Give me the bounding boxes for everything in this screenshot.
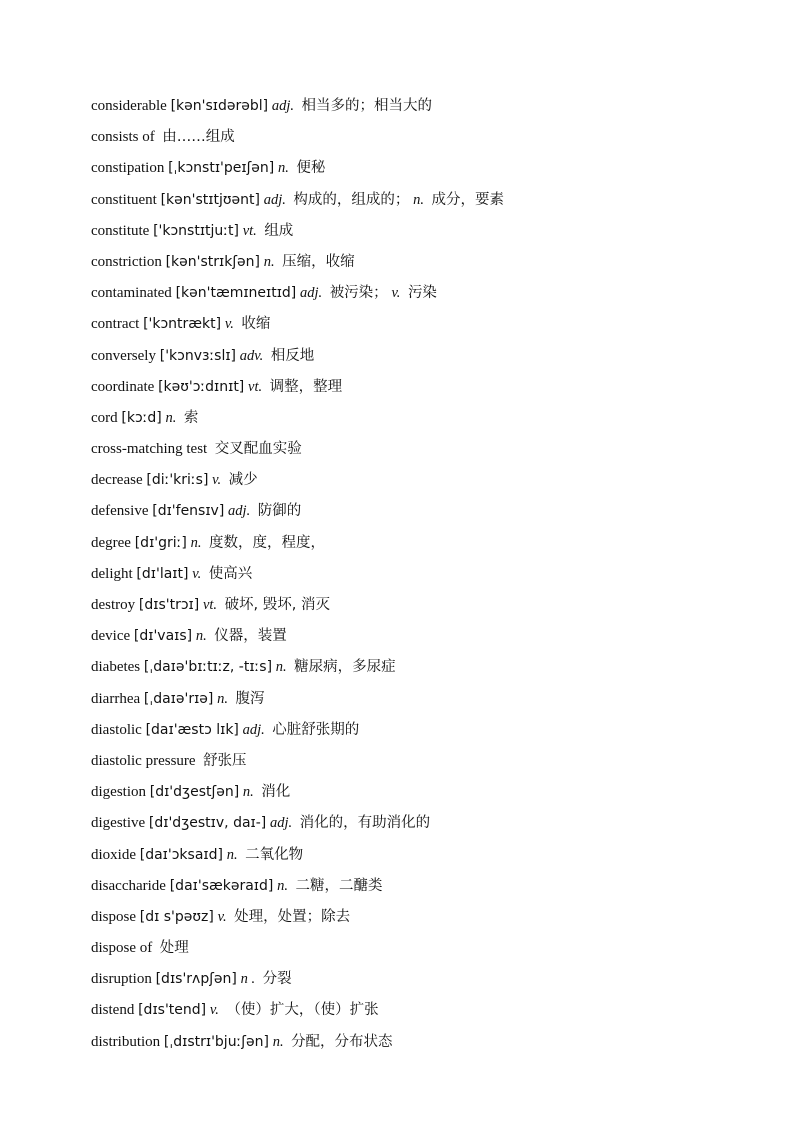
entry-definition: 二氧化物: [245, 846, 304, 863]
entry-definition: 索: [183, 409, 199, 426]
vocab-entry: [91, 811, 751, 842]
entry-phonetic: [kəʊ'ɔːdɪnɪt]: [158, 378, 245, 395]
entry-word: constriction: [91, 253, 162, 270]
vocab-entry: [91, 156, 751, 187]
entry-word: diastolic: [91, 721, 142, 738]
entry-part-of-speech: v.: [212, 472, 222, 489]
entry-part-of-speech: n.: [275, 659, 287, 676]
entry-word: considerable: [91, 98, 167, 114]
entry-definition: 调整，整理: [269, 378, 343, 395]
entry-word: delight: [91, 565, 133, 582]
entry-phonetic: [dɪ s'pəʊz]: [139, 908, 214, 925]
vocab-entry: [91, 468, 751, 499]
entry-phonetic: [kən'sɪdərəbl]: [170, 98, 269, 114]
vocab-entry: [91, 967, 751, 998]
entry-part-of-speech: n.: [242, 784, 254, 801]
entry-part-of-speech: adj.: [263, 191, 286, 208]
entry-definition: 二糖，二醣类: [295, 877, 383, 894]
entry-part-of-speech: n.: [165, 409, 177, 426]
entry-phonetic: [dɪs'rʌpʃən]: [155, 971, 237, 988]
entry-word: distend: [91, 1002, 135, 1019]
entry-part-of-speech: adj.: [300, 285, 323, 302]
entry-part-of-speech: v.: [391, 285, 401, 302]
entry-part-of-speech: adj.: [242, 721, 265, 738]
vocab-entry: [91, 219, 751, 250]
entry-phonetic: [ˌkɔnstɪ'peɪʃən]: [168, 160, 275, 177]
vocab-entry: [91, 344, 751, 375]
entry-part-of-speech: v.: [209, 1002, 219, 1019]
entry-word: cross-matching test: [91, 441, 208, 458]
entry-word: diabetes: [91, 659, 141, 676]
entry-definition: 防御的: [257, 503, 302, 520]
entry-definition: 度数，度，程度，: [208, 534, 325, 551]
entry-definition: 压缩，收缩: [282, 253, 355, 270]
entry-part-of-speech: vt.: [242, 222, 257, 239]
entry-definition: 处理: [159, 940, 189, 957]
entry-definition: 交叉配血实验: [214, 441, 302, 458]
entry-part-of-speech: n.: [195, 628, 207, 645]
entry-phonetic: [daɪ'æstɔ lɪk]: [145, 721, 239, 738]
entry-part-of-speech: v.: [224, 316, 234, 333]
entry-part-of-speech: vt.: [248, 378, 263, 395]
entry-phonetic: [dɪs'tend]: [138, 1002, 207, 1019]
entry-definition: 消化: [261, 784, 291, 801]
vocab-entry: [91, 406, 751, 437]
vocabulary-list: [91, 94, 751, 1061]
entry-definition: 仪器，装置: [214, 628, 287, 645]
entry-word: dioxide: [91, 846, 136, 863]
vocab-entry: [91, 593, 751, 624]
entry-part-of-speech: v.: [217, 908, 227, 925]
entry-word: digestive: [91, 815, 146, 832]
vocab-entry: [91, 780, 751, 811]
entry-part-of-speech: n .: [240, 971, 256, 988]
entry-word: constituent: [91, 191, 157, 208]
entry-definition: 糖尿病，多尿症: [294, 659, 396, 676]
entry-definition: 污染: [407, 285, 437, 302]
entry-word: degree: [91, 534, 131, 551]
entry-part-of-speech: n.: [190, 534, 202, 551]
entry-definition: 相当多的；相当大的: [301, 98, 432, 114]
entry-phonetic: [diː'kriːs]: [146, 472, 209, 489]
entry-part-of-speech: adj.: [271, 98, 294, 114]
entry-word: diarrhea: [91, 690, 141, 707]
entry-definition: 减少: [228, 472, 258, 489]
entry-phonetic: [ˌdaɪə'rɪə]: [143, 690, 214, 707]
entry-phonetic: [dɪ'dʒestɪv, daɪ-]: [148, 815, 267, 832]
entry-phonetic: [dɪ'laɪt]: [136, 565, 189, 582]
entry-definition: 破坏, 毁坏, 消灭: [224, 597, 330, 613]
entry-word: decrease: [91, 472, 143, 489]
entry-part-of-speech: n.: [278, 160, 289, 177]
entry-phonetic: [kən'strɪkʃən]: [165, 253, 260, 270]
entry-definition: 由……组成: [162, 129, 235, 146]
entry-part-of-speech: vt.: [202, 597, 218, 613]
vocab-entry: [91, 874, 751, 905]
vocab-entry: [91, 905, 751, 936]
entry-phonetic: [dɪ'griː]: [134, 534, 187, 551]
entry-definition: 消化的，有助消化的: [299, 815, 431, 832]
vocab-entry: [91, 531, 751, 562]
entry-word: destroy: [91, 597, 136, 613]
entry-phonetic: [kən'stɪtjʊənt]: [160, 191, 260, 208]
entry-definition: 分裂: [262, 971, 292, 988]
entry-part-of-speech: adj.: [270, 815, 293, 832]
vocab-entry: [91, 998, 751, 1029]
entry-phonetic: [dɪ'fensɪv]: [152, 503, 225, 520]
entry-word: disruption: [91, 971, 152, 988]
vocab-entry: [91, 188, 751, 219]
entry-definition: 便秘: [296, 160, 326, 177]
entry-definition: 舒张压: [203, 752, 247, 769]
entry-word: contaminated: [91, 285, 172, 302]
entry-phonetic: [dɪ'vaɪs]: [133, 628, 193, 645]
vocab-entry: [91, 655, 751, 686]
entry-part-of-speech: v.: [192, 565, 202, 582]
vocab-entry: [91, 749, 751, 780]
vocab-entry: [91, 499, 751, 530]
entry-word: distribution: [91, 1033, 161, 1050]
vocab-entry: [91, 1030, 751, 1061]
vocab-entry: [91, 281, 751, 312]
entry-phonetic: [ˌdaɪə'bɪːtɪːz, -tɪːs]: [143, 659, 273, 676]
entry-word: constipation: [91, 160, 165, 177]
vocab-entry: [91, 250, 751, 281]
vocab-entry: [91, 687, 751, 718]
entry-word: digestion: [91, 784, 146, 801]
vocab-entry: [91, 437, 751, 468]
entry-definition: 腹泻: [235, 690, 265, 707]
entry-definition: 心脏舒张期的: [272, 721, 360, 738]
entry-definition: 成分，要素: [431, 191, 504, 208]
entry-word: consists of: [91, 129, 155, 146]
entry-phonetic: ['kɔnstɪtjuːt]: [153, 222, 239, 239]
vocab-entry: [91, 312, 751, 343]
entry-part-of-speech: adj.: [228, 503, 251, 520]
entry-part-of-speech: n.: [263, 253, 275, 270]
entry-phonetic: [kən'tæmɪneɪtɪd]: [175, 285, 297, 302]
entry-phonetic: ['kɔntrækt]: [143, 316, 222, 333]
entry-phonetic: [daɪ'sækəraɪd]: [169, 877, 274, 894]
vocab-entry: [91, 125, 751, 156]
vocab-entry: [91, 624, 751, 655]
entry-word: disaccharide: [91, 877, 166, 894]
entry-part-of-speech: adv.: [239, 347, 264, 364]
vocab-entry: [91, 843, 751, 874]
entry-part-of-speech: n.: [217, 690, 228, 707]
entry-definition: 构成的，组成的；: [293, 191, 410, 208]
entry-part-of-speech: n.: [277, 877, 288, 894]
entry-part-of-speech: n.: [413, 191, 424, 208]
vocab-entry: [91, 375, 751, 406]
entry-word: dispose of: [91, 940, 153, 957]
entry-part-of-speech: n.: [226, 846, 238, 863]
entry-definition: 收缩: [241, 316, 271, 333]
entry-word: device: [91, 628, 131, 645]
vocab-entry: [91, 94, 751, 125]
entry-definition: 被污染；: [329, 285, 388, 302]
entry-phonetic: [dɪ'dʒestʃən]: [149, 784, 240, 801]
vocab-entry: [91, 718, 751, 749]
entry-word: contract: [91, 316, 140, 333]
entry-definition: （使）扩大，（使）扩张: [226, 1002, 379, 1019]
entry-word: conversely: [91, 347, 156, 364]
entry-phonetic: [daɪ'ɔksaɪd]: [139, 846, 223, 863]
vocab-entry: [91, 562, 751, 593]
entry-word: defensive: [91, 503, 149, 520]
entry-definition: 处理，处置；除去: [234, 908, 351, 925]
entry-word: cord: [91, 409, 118, 426]
vocab-entry: [91, 936, 751, 967]
entry-definition: 相反地: [270, 347, 315, 364]
entry-word: coordinate: [91, 378, 155, 395]
entry-word: diastolic pressure: [91, 752, 196, 769]
entry-word: dispose: [91, 908, 136, 925]
entry-definition: 使高兴: [208, 565, 253, 582]
entry-word: constitute: [91, 222, 150, 239]
entry-phonetic: [kɔːd]: [121, 409, 162, 426]
entry-phonetic: ['kɔnvɜːslɪ]: [159, 347, 237, 364]
entry-definition: 分配，分布状态: [291, 1033, 393, 1050]
entry-phonetic: [dɪs'trɔɪ]: [138, 597, 200, 613]
entry-phonetic: [ˌdɪstrɪ'bjuːʃən]: [163, 1033, 269, 1050]
entry-definition: 组成: [264, 222, 294, 239]
entry-part-of-speech: n.: [272, 1033, 284, 1050]
